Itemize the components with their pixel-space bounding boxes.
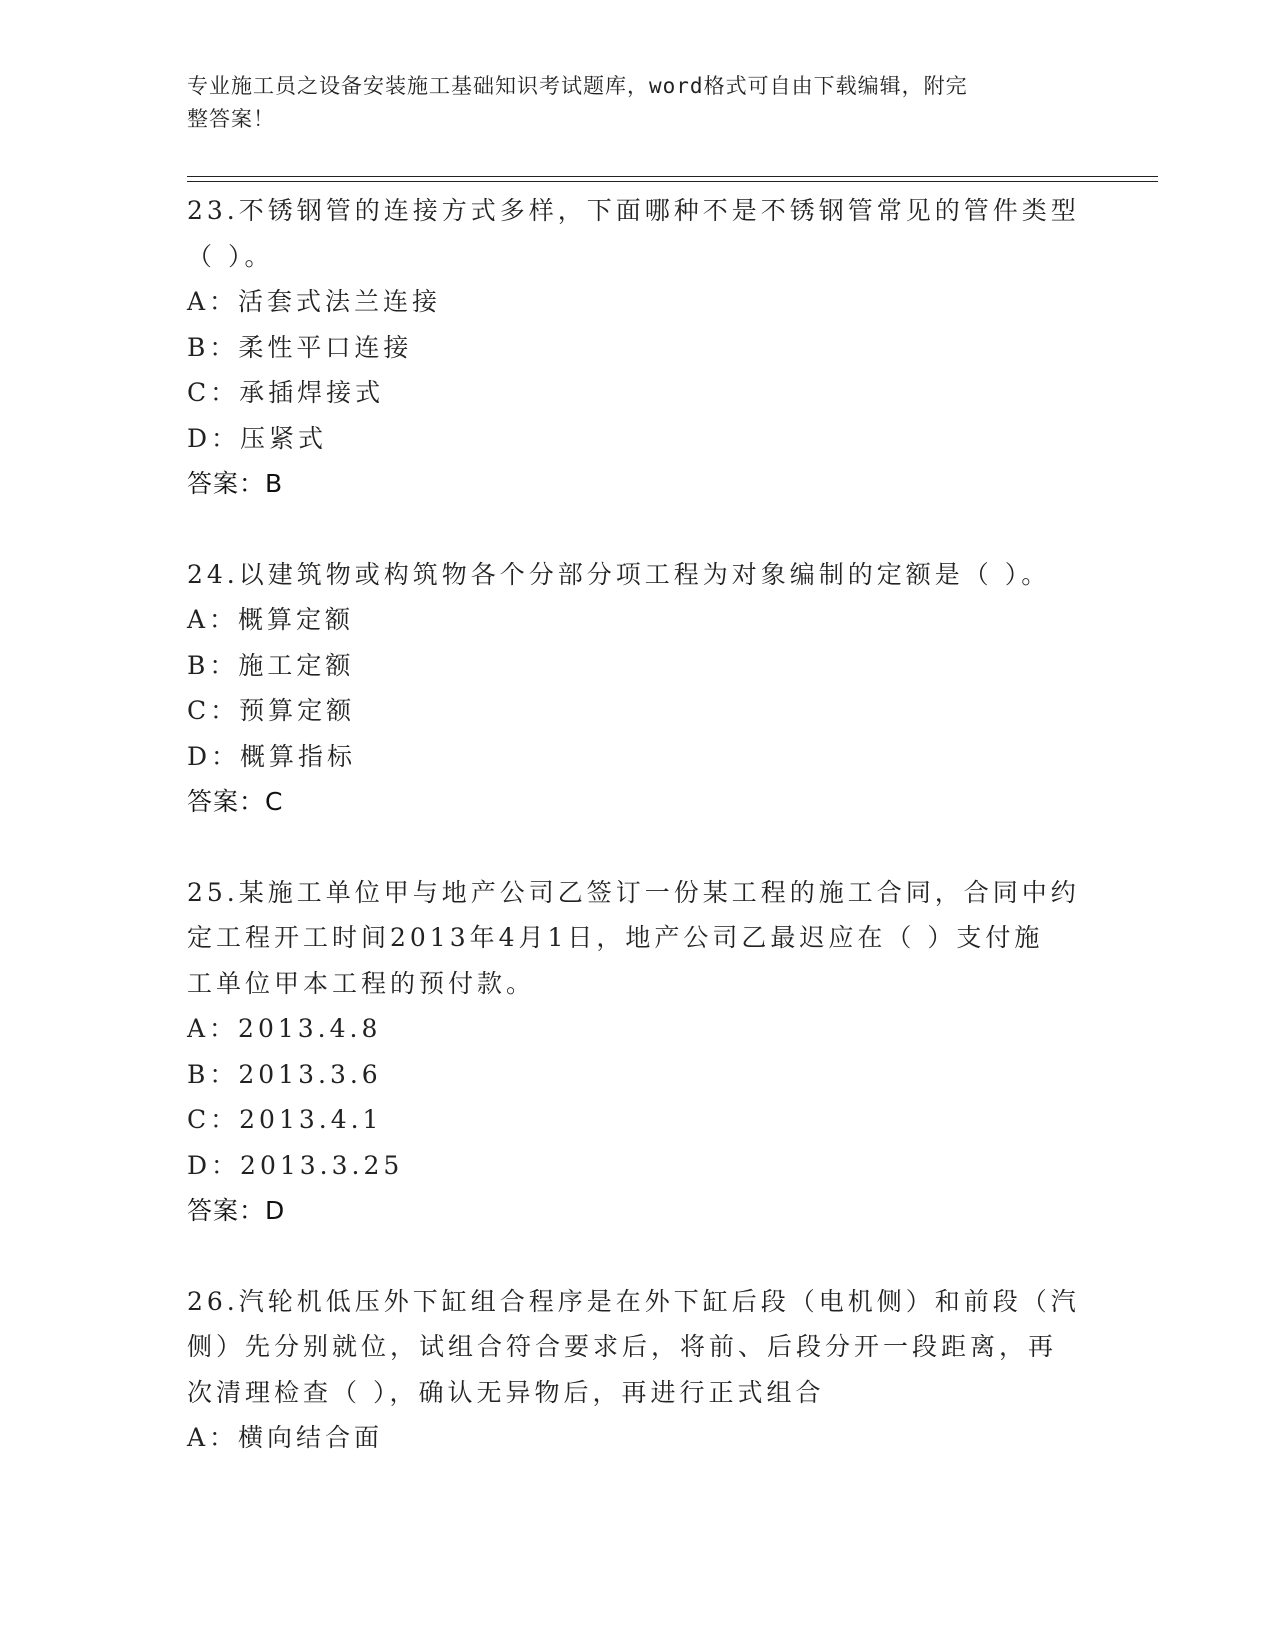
option-a: A：活套式法兰连接	[187, 287, 442, 316]
option-b: B：施工定额	[187, 650, 355, 680]
option-b: B：柔性平口连接	[187, 332, 413, 362]
question-stem	[187, 870, 1087, 1007]
stem-line: 24.以建筑物或构筑物各个分部分项工程为对象编制的定额是（ ）。	[187, 559, 1051, 589]
header-line-1: 专业施工员之设备安装施工基础知识考试题库，word格式可自由下载编辑，附完	[187, 74, 968, 98]
question-24	[187, 552, 1087, 825]
stem-line: 侧）先分别就位，试组合符合要求后，将前、后段分开一段距离，再	[187, 1332, 1058, 1361]
option-d: D：压紧式	[187, 423, 328, 453]
header-line-2: 整答案！	[187, 107, 275, 131]
question-list	[187, 188, 1087, 1506]
question-stem	[187, 1279, 1087, 1416]
stem-line: 23.不锈钢管的连接方式多样，下面哪种不是不锈钢管常见的管件类型	[187, 196, 1080, 225]
option-a: A：横向结合面	[187, 1423, 384, 1452]
stem-line: 工单位甲本工程的预付款。	[187, 968, 536, 998]
option-d: D：概算指标	[187, 741, 357, 771]
option-c: C：预算定额	[187, 696, 356, 725]
document-header	[187, 70, 1067, 136]
option-a: A：概算定额	[187, 605, 355, 634]
answer: 答案：B	[187, 469, 284, 498]
stem-line: 定工程开工时间2013年4月1日，地产公司乙最迟应在（ ）支付施	[187, 923, 1044, 952]
header-divider-bottom	[187, 181, 1158, 182]
option-c: C：2013.4.1	[187, 1105, 383, 1134]
question-23	[187, 188, 1087, 507]
answer: 答案：D	[187, 1196, 286, 1225]
option-a: A：2013.4.8	[187, 1014, 382, 1043]
question-26	[187, 1279, 1087, 1461]
question-stem	[187, 552, 1087, 598]
option-c: C：承插焊接式	[187, 378, 385, 407]
question-25	[187, 870, 1087, 1234]
stem-line: 26.汽轮机低压外下缸组合程序是在外下缸后段（电机侧）和前段（汽	[187, 1286, 1080, 1316]
answer: 答案：C	[187, 787, 284, 816]
question-stem	[187, 188, 1087, 279]
stem-line: （ ）。	[187, 241, 274, 271]
header-divider-top	[187, 176, 1158, 177]
stem-line: 25.某施工单位甲与地产公司乙签订一份某工程的施工合同，合同中约	[187, 877, 1080, 907]
option-b: B：2013.3.6	[187, 1059, 382, 1089]
stem-line: 次清理检查（ ），确认无异物后，再进行正式组合	[187, 1377, 825, 1407]
option-d: D：2013.3.25	[187, 1150, 404, 1180]
